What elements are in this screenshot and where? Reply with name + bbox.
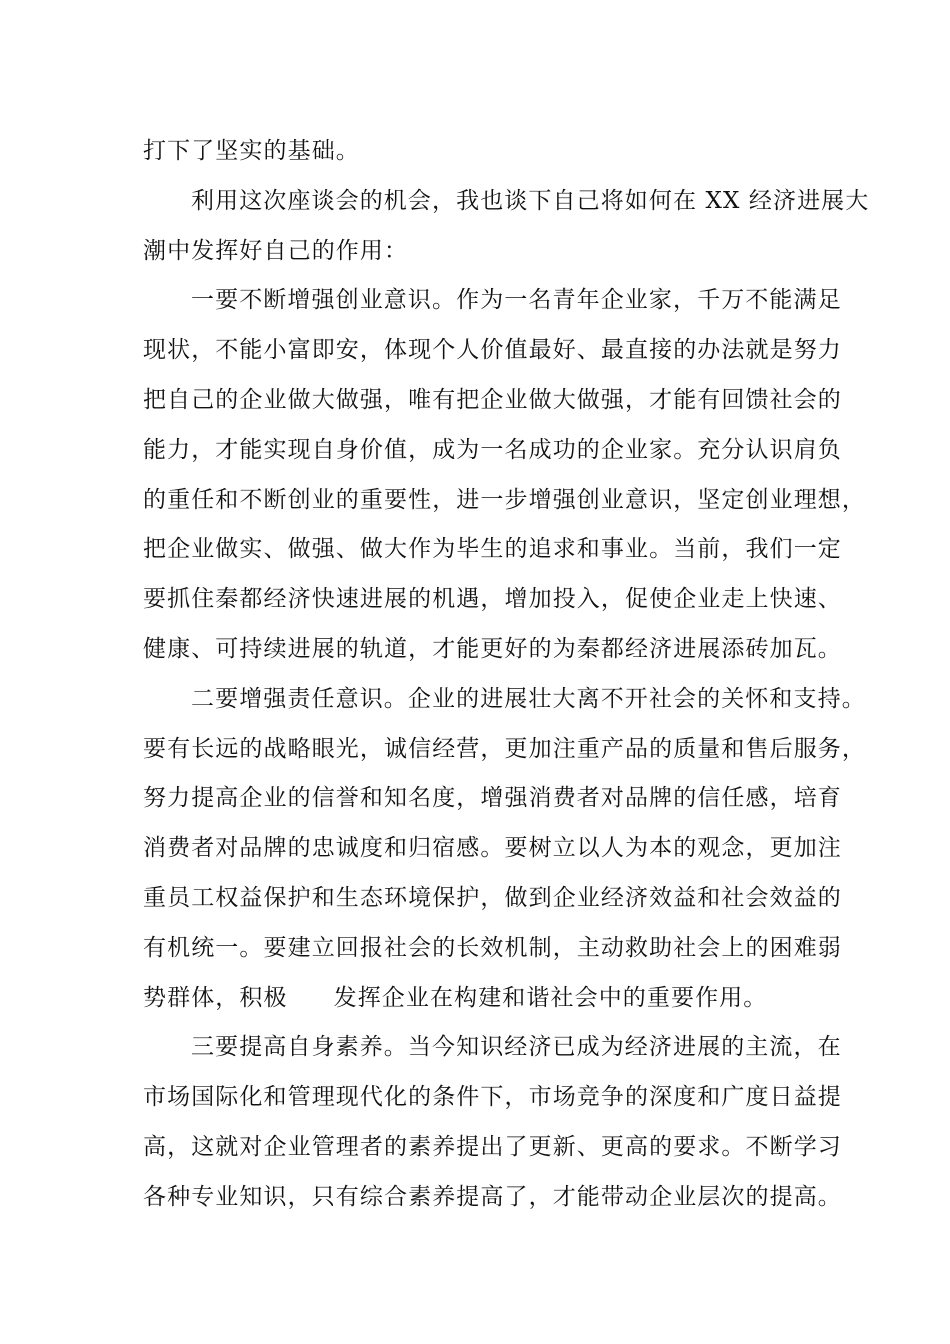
paragraph-point-two [143, 675, 866, 1024]
paragraph-point-one [143, 276, 866, 674]
text-segment: 势群体，积极 [143, 984, 288, 1011]
text-line: 把企业做实、做强、做大作为毕生的追求和事业。当前，我们一定 [143, 536, 842, 563]
text-line: 消费者对品牌的忠诚度和归宿感。要树立以人为本的观念，更加注 [143, 835, 842, 862]
text-line: 各种专业知识，只有综合素养提高了，才能带动企业层次的提高。 [143, 1183, 842, 1210]
text-segment: 发挥企业在构建和谐社会中的重要作用。 [333, 984, 768, 1011]
paragraph-intro [143, 177, 870, 277]
text-line: 高，这就对企业管理者的素养提出了更新、更高的要求。不断学习 [143, 1133, 842, 1160]
text-line: 一要不断增强创业意识。作为一名青年企业家，千万不能满足 [191, 287, 842, 314]
text-line: 二要增强责任意识。企业的进展壮大离不开社会的关怀和支持。 [191, 685, 866, 712]
document-body [143, 127, 870, 1223]
paragraph-continuation [143, 127, 823, 177]
text-line: 打下了坚实的基础。 [143, 138, 360, 164]
text-line-split [143, 974, 823, 1024]
text-line: 要抓住秦都经济快速进展的机遇，增加投入，促使企业走上快速、 [143, 586, 842, 613]
text-line: 的重任和不断创业的重要性，进一步增强创业意识，坚定创业理想， [143, 486, 866, 513]
text-line: 利用这次座谈会的机会，我也谈下自己将如何在 XX 经济进展大 [191, 187, 870, 214]
text-line: 有机统一。要建立回报社会的长效机制，主动救助社会上的困难弱 [143, 934, 842, 961]
text-line: 把自己的企业做大做强，唯有把企业做大做强，才能有回馈社会的 [143, 386, 842, 413]
text-line: 要有长远的战略眼光，诚信经营，更加注重产品的质量和售后服务， [143, 735, 866, 762]
text-line: 市场国际化和管理现代化的条件下，市场竞争的深度和广度日益提 [143, 1084, 842, 1111]
text-line: 潮中发挥好自己的作用： [143, 237, 409, 264]
text-line: 能力，才能实现自身价值，成为一名成功的企业家。充分认识肩负 [143, 436, 842, 463]
text-line: 现状，不能小富即安，体现个人价值最好、最直接的办法就是努力 [143, 337, 842, 364]
paragraph-point-three [143, 1023, 842, 1222]
text-line: 三要提高自身素养。当今知识经济已成为经济进展的主流，在 [191, 1034, 842, 1061]
text-line: 重员工权益保护和生态环境保护，做到企业经济效益和社会效益的 [143, 884, 842, 911]
text-line: 努力提高企业的信誉和知名度，增强消费者对品牌的信任感，培育 [143, 785, 842, 812]
text-line: 健康、可持续进展的轨道，才能更好的为秦都经济进展添砖加瓦。 [143, 635, 842, 662]
